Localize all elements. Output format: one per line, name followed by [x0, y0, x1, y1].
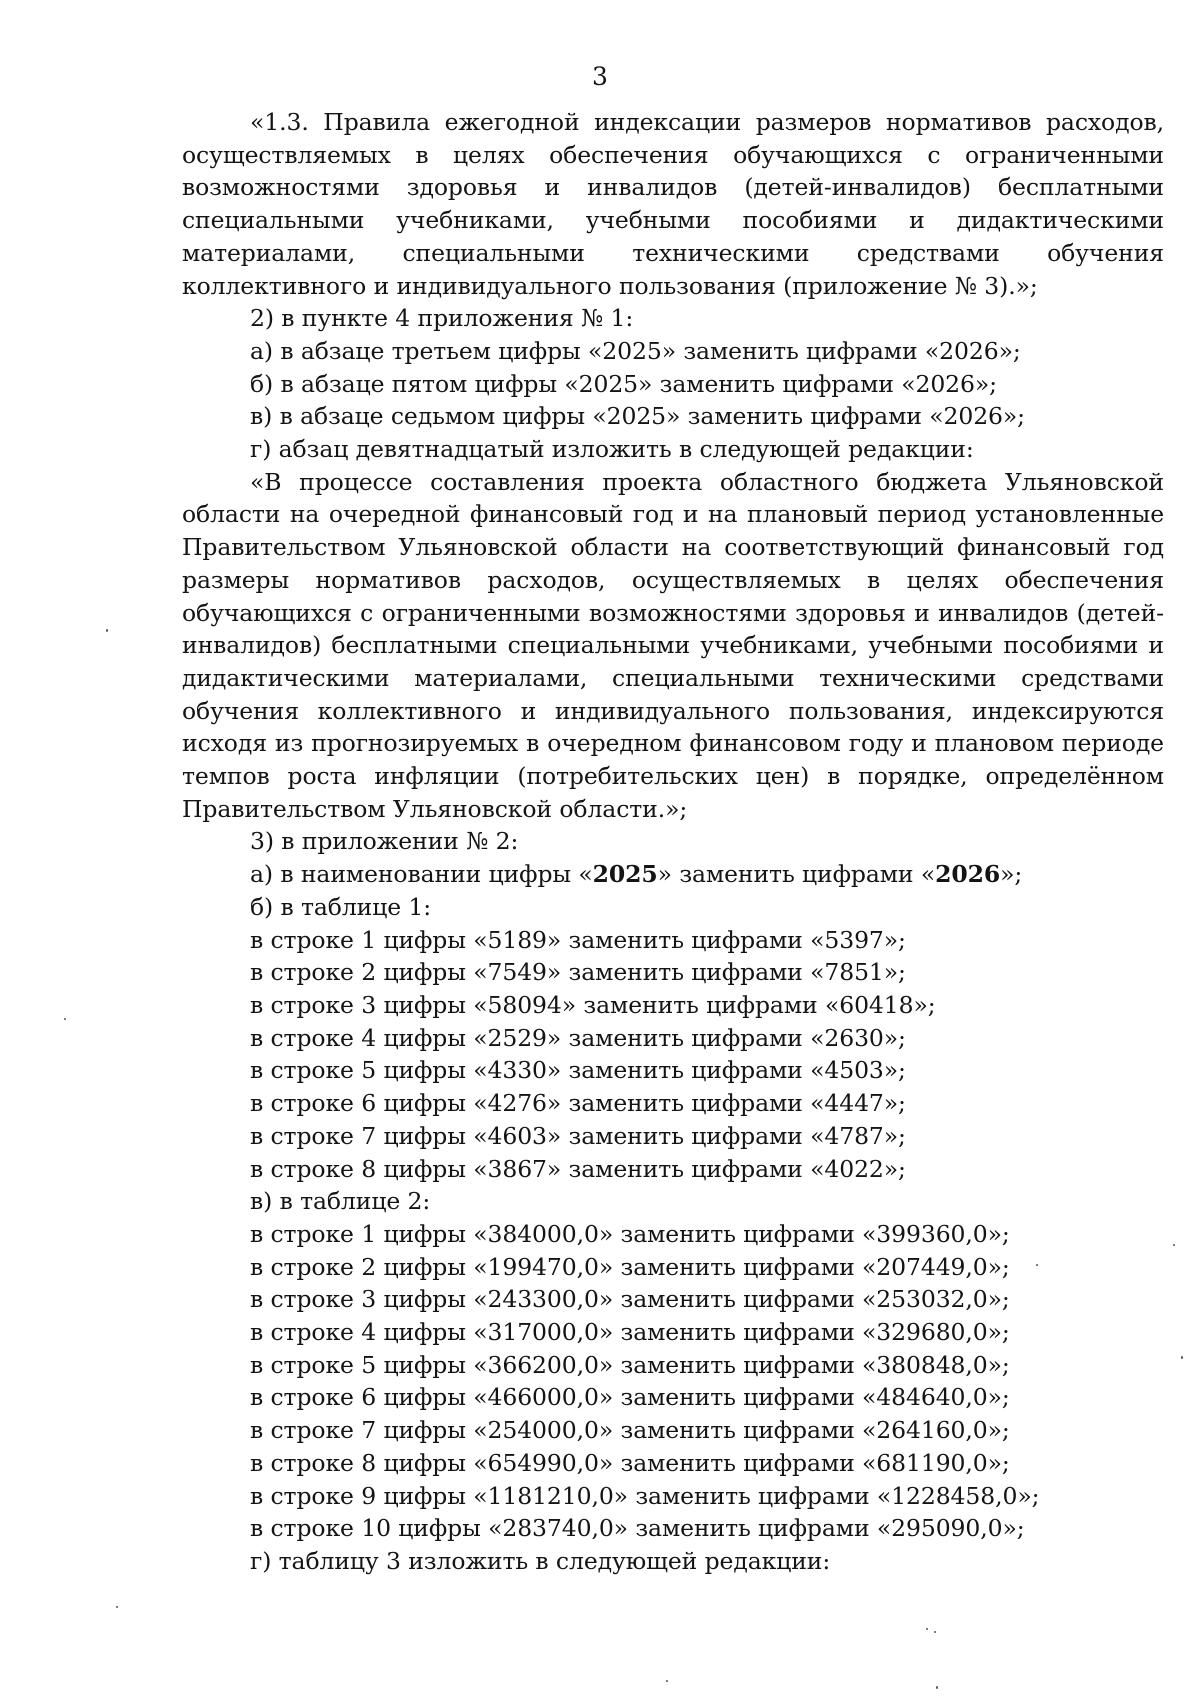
scan-speck — [1036, 1264, 1038, 1266]
scan-speck — [106, 629, 108, 632]
table2-line: в строке 7 цифры «254000,0» заменить цифрами «264160,0»; — [250, 1416, 1010, 1445]
item-3d-heading: г) таблицу 3 изложить в следующей редакции: — [250, 1546, 831, 1575]
scan-speck — [666, 1680, 668, 1682]
document-body — [182, 106, 1164, 1578]
table2-line: в строке 1 цифры «384000,0» заменить цифрами «399360,0»; — [250, 1219, 1010, 1248]
quoted-paragraph: «В процессе составления проекта областного бюджета Ульяновской области на очередной финансовый год и на плановый период установленные Правительством Ульяновской области на соответствующий финансовый год размеры нормативов расходов, осуществляемых в целях обеспечения обучающихся с ограниченными возможностями здоровья и инвалидов (детей-инвалидов) бесплатными специальными учебниками, учебными пособиями и дидактическими материалами, специальными техническими средствами обучения коллективного и индивидуального пользования, индексируются исходя из прогнозируемых в очередном финансовом году и плановом периоде темпов роста инфляции (потребительских цен) в порядке, определённом Правительством Ульяновской области.»; — [182, 467, 1164, 823]
table2-line: в строке 3 цифры «243300,0» заменить цифрами «253032,0»; — [250, 1285, 1010, 1314]
item-3a-after: »; — [1000, 860, 1023, 889]
table2-line: в строке 8 цифры «654990,0» заменить цифрами «681190,0»; — [250, 1448, 1010, 1477]
item-3a-line — [182, 858, 1164, 891]
scan-speck — [1173, 1244, 1175, 1246]
paragraph-1-3: «1.3. Правила ежегодной индексации размеров нормативов расходов, осуществляемых в целях обеспечения обучающихся с ограниченными возможностями здоровья и инвалидов (детей-инвалидов) бесплатными специальными учебниками, учебными пособиями и дидактическими материалами, специальными техническими средствами обучения коллективного и индивидуального пользования (приложение № 3).»; — [182, 108, 1164, 300]
table2-line: в строке 4 цифры «317000,0» заменить цифрами «329680,0»; — [250, 1318, 1010, 1347]
table1-line: в строке 1 цифры «5189» заменить цифрами «5397»; — [250, 925, 906, 954]
table1-line: в строке 7 цифры «4603» заменить цифрами «4787»; — [250, 1121, 906, 1150]
item-3a-middle: » заменить цифрами « — [657, 860, 936, 889]
table1-line: в строке 8 цифры «3867» заменить цифрами «4022»; — [250, 1154, 906, 1183]
table1-line: в строке 6 цифры «4276» заменить цифрами «4447»; — [250, 1089, 906, 1118]
item-3c-heading: в) в таблице 2: — [250, 1187, 431, 1216]
item-2-line: г) абзац девятнадцатый изложить в следующей редакции: — [250, 435, 974, 464]
table2-line: в строке 6 цифры «466000,0» заменить цифрами «484640,0»; — [250, 1383, 1010, 1412]
table1-line: в строке 4 цифры «2529» заменить цифрами «2630»; — [250, 1023, 906, 1052]
item-2-list — [182, 302, 1164, 466]
item-3-list — [182, 825, 1164, 1577]
item-2-line: а) в абзаце третьем цифры «2025» заменить цифрами «2026»; — [250, 336, 1021, 365]
item-2-line: в) в абзаце седьмом цифры «2025» заменить цифрами «2026»; — [250, 402, 1025, 431]
item-3-heading: 3) в приложении № 2: — [250, 827, 519, 856]
table1-line: в строке 3 цифры «58094» заменить цифрами «60418»; — [250, 990, 936, 1019]
item-3a-old-value: 2025 — [592, 860, 658, 889]
item-3a-new-value: 2026 — [935, 860, 1001, 889]
scan-speck — [934, 1631, 936, 1633]
item-2-heading: 2) в пункте 4 приложения № 1: — [250, 304, 634, 333]
table2-line: в строке 10 цифры «283740,0» заменить цифрами «295090,0»; — [250, 1514, 1025, 1543]
item-3b-heading: б) в таблице 1: — [250, 892, 432, 921]
table1-line: в строке 2 цифры «7549» заменить цифрами «7851»; — [250, 958, 906, 987]
scan-speck — [926, 1628, 928, 1630]
scan-speck — [64, 1018, 66, 1020]
scan-speck — [936, 1686, 938, 1689]
item-2-line: б) в абзаце пятом цифры «2025» заменить цифрами «2026»; — [250, 369, 997, 398]
scan-speck — [116, 1606, 118, 1608]
table1-line: в строке 5 цифры «4330» заменить цифрами «4503»; — [250, 1056, 906, 1085]
page-number: 3 — [592, 62, 608, 91]
scan-speck — [1181, 1356, 1183, 1359]
item-3a-before: а) в наименовании цифры « — [250, 860, 593, 889]
table2-line: в строке 5 цифры «366200,0» заменить цифрами «380848,0»; — [250, 1350, 1010, 1379]
table2-line: в строке 9 цифры «1181210,0» заменить цифрами «1228458,0»; — [250, 1481, 1040, 1510]
table2-line: в строке 2 цифры «199470,0» заменить цифрами «207449,0»; — [250, 1252, 1010, 1281]
